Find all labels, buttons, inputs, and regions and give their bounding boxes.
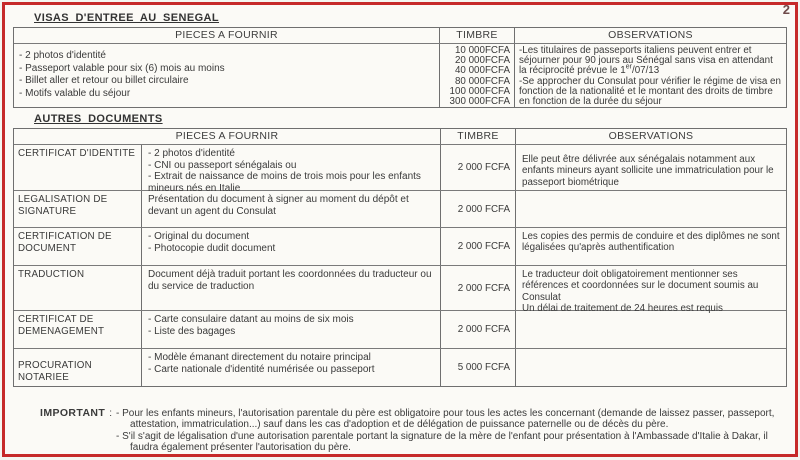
row-pieces-cell <box>142 266 441 310</box>
visas-observations-cell <box>515 44 786 107</box>
visas-piece-item: - Motifs valable du séjour <box>19 87 131 99</box>
row-pieces-cell <box>142 311 441 348</box>
row-pieces-cell <box>142 228 441 265</box>
row-observations-cell <box>516 228 786 265</box>
row-pieces-cell <box>142 145 441 194</box>
timbre-value: 5 000 FCFA <box>441 349 516 386</box>
visas-piece-item: - 2 photos d'identité <box>19 50 106 61</box>
important-note <box>40 408 796 453</box>
visas-table <box>13 27 787 108</box>
observation-text: Le traducteur doit obligatoirement mentionner ses références et coordonnées sur le document soumis au Consulat <box>522 269 759 303</box>
row-observations-cell <box>516 311 786 348</box>
timbre-value: 100 000FCFA <box>449 85 510 97</box>
timbre-value: 2 000 FCFA <box>441 266 516 310</box>
row-label: CERTIFICAT DE DEMENAGEMENT <box>14 311 142 348</box>
timbre-value: 2 000 FCFA <box>441 228 516 265</box>
observation-text: Un délai de traitement de 24 heures est requis <box>522 303 723 315</box>
piece-item: - Carte nationale d'identité numérisée ou passeport <box>148 363 375 375</box>
table-row-legalisation-signature <box>14 190 786 227</box>
piece-item: - Extrait de naissance de moins de trois mois pour les enfants mineurs nés en Italie <box>148 171 421 194</box>
autres-table-header <box>14 129 786 144</box>
visas-timbre-cell <box>440 44 515 107</box>
timbre-value: 2 000 FCFA <box>441 191 516 227</box>
row-label: LEGALISATION DE SIGNATURE <box>14 191 142 227</box>
visas-observation-text: -Les titulaires de passeports italiens peuvent entrer et séjourner pour 90 jours au Sénégal sans visa en attendant la réciprocité prévue le 1 <box>519 45 773 77</box>
timbre-value: 40 000FCFA <box>454 65 510 77</box>
autres-col-pieces: PIECES A FOURNIR <box>14 129 441 144</box>
autres-documents-table <box>13 128 787 387</box>
visas-piece-item: - Passeport valable pour six (6) mois au moins <box>19 62 225 74</box>
visas-table-row <box>14 43 786 107</box>
visas-section-title: VISAS D'ENTREE AU SENEGAL <box>34 12 220 24</box>
visas-col-pieces: PIECES A FOURNIR <box>14 28 440 43</box>
timbre-value: 80 000FCFA <box>454 75 510 87</box>
row-observations-cell <box>516 145 786 190</box>
observation-text: Les copies des permis de conduire et des diplômes ne sont légalisées qu'après authentification <box>522 231 780 254</box>
autres-section-title: AUTRES DOCUMENTS <box>34 113 163 125</box>
page-content <box>5 5 795 453</box>
row-pieces-cell <box>142 349 441 386</box>
autres-col-observations: OBSERVATIONS <box>608 130 694 142</box>
timbre-value: 2 000 FCFA <box>441 145 516 190</box>
superscript-er: er <box>625 64 632 72</box>
piece-item: Document déjà traduit portant les coordonnées du traducteur ou du service de traduction <box>148 269 432 292</box>
timbre-value: 20 000FCFA <box>454 55 510 67</box>
visas-observation-text: -Se approcher du Consulat pour vérifier le régime de visa en fonction de la nationalité et le montant des droits de timbre en fonction de la durée du séjour <box>519 75 781 108</box>
piece-item: Présentation du document à signer au moment du dépôt et devant un agent du Consulat <box>148 194 409 217</box>
row-observations-cell <box>516 191 786 227</box>
timbre-value: 2 000 FCFA <box>441 311 516 348</box>
timbre-value: 300 000FCFA <box>449 96 510 108</box>
visas-table-header <box>14 28 786 43</box>
important-item: - Pour les enfants mineurs, l'autorisation parentale du père est obligatoire pour tous les actes les concernant (demande de laissez passer, passeport, attestation, immatriculation...) sauf dans les cas d'adoption et de délégation de puissance paternelle ou de décès du père. <box>116 408 775 431</box>
visas-observation-text: /07/13 <box>631 65 660 77</box>
row-pieces-cell <box>142 191 441 227</box>
piece-item: - Carte consulaire datant au moins de six mois <box>148 314 354 325</box>
visas-col-timbre: TIMBRE <box>440 28 515 43</box>
visas-col-observations: OBSERVATIONS <box>608 29 693 41</box>
important-items <box>116 408 796 453</box>
piece-item: - Photocopie dudit document <box>148 242 276 254</box>
row-label: PROCURATION NOTARIEE <box>14 349 142 386</box>
autres-col-timbre: TIMBRE <box>441 129 516 144</box>
row-observations-cell <box>516 349 786 386</box>
scanned-page-frame <box>2 2 798 457</box>
table-row-traduction <box>14 265 786 315</box>
visas-pieces-cell <box>14 44 440 107</box>
observation-text: Elle peut être délivrée aux sénégalais notamment aux enfants mineurs ayant sollicite une immatriculation pour le passeport biométrique <box>522 154 774 188</box>
row-label: CERTIFICATION DE DOCUMENT <box>14 228 142 265</box>
important-separator: : <box>109 408 113 419</box>
table-row-certificat-identite <box>14 144 786 194</box>
timbre-value: 10 000FCFA <box>454 45 510 56</box>
piece-item: - Modèle émanant directement du notaire principal <box>148 352 371 363</box>
piece-item: - CNI ou passeport sénégalais ou <box>148 159 297 171</box>
table-row-procuration-notariee <box>14 348 786 386</box>
visas-piece-item: - Billet aller et retour ou billet circulaire <box>19 75 189 87</box>
row-observations-cell <box>516 266 786 315</box>
row-label: CERTIFICAT D'IDENTITE <box>14 145 142 190</box>
row-label: TRADUCTION <box>14 266 142 310</box>
table-row-certification-document <box>14 227 786 265</box>
piece-item: - 2 photos d'identité <box>148 148 235 159</box>
page-number: 2 <box>782 2 790 17</box>
important-item: - S'il s'agit de légalisation d'une autorisation parentale portant la signature de la mère de l'enfant pour présentation à l'Ambassade d'Italie à Dakar, il faudra également présenter l'autorisation du père. <box>116 430 768 453</box>
table-row-certificat-demenagement <box>14 310 786 348</box>
important-label: IMPORTANT <box>40 407 106 419</box>
piece-item: - Original du document <box>148 231 250 242</box>
piece-item: - Liste des bagages <box>148 325 236 337</box>
